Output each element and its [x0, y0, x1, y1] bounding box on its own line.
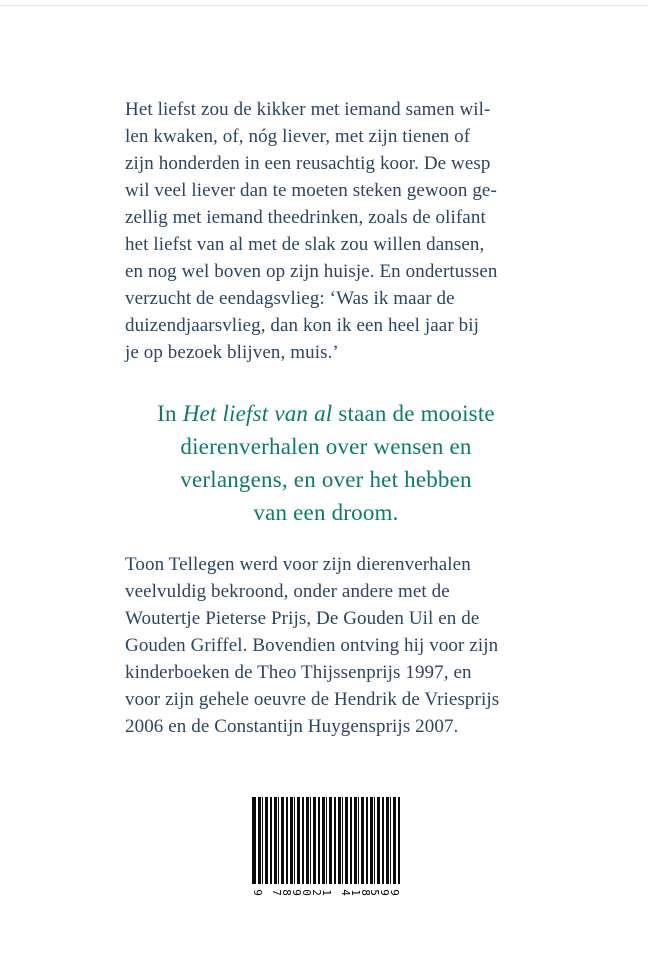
text-line: Toon Tellegen werd voor zijn dierenverhalen: [125, 554, 471, 575]
text-line: wil veel liever dan te moeten steken gewoon ge-: [125, 180, 497, 201]
text-line: [125, 397, 527, 430]
barcode: [252, 797, 400, 901]
book-title-italic: Het liefst van al: [182, 401, 333, 426]
text-line: van een droom.: [253, 500, 399, 525]
text-line: verlangens, en over het hebben: [180, 467, 472, 492]
text-line: verzucht de eendagsvlieg: ‘Was ik maar de: [125, 288, 455, 309]
author-bio-paragraph: [125, 551, 527, 740]
text-line: 2006 en de Constantijn Huygensprijs 2007.: [125, 716, 459, 737]
cover-top-edge-line: [0, 5, 648, 6]
text-line: Woutertje Pieterse Prijs, De Gouden Uil en de: [125, 608, 480, 629]
text-line: voor zijn gehele oeuvre de Hendrik de Vriesprijs: [125, 689, 500, 710]
text-column: [125, 96, 527, 740]
text-line: Het liefst zou de kikker met iemand samen wil-: [125, 99, 491, 120]
text-line: zijn honderden in een reusachtig koor. De wesp: [125, 153, 491, 174]
text-line: zellig met iemand theedrinken, zoals de olifant: [125, 207, 486, 228]
blurb-paragraph: [125, 397, 527, 529]
text-line: len kwaken, of, nóg liever, met zijn tienen of: [125, 126, 471, 147]
text-line: Gouden Griffel. Bovendien ontving hij voor zijn: [125, 635, 499, 656]
text-line: het liefst van al met de slak zou willen dansen,: [125, 234, 485, 255]
text-line: kinderboeken de Theo Thijssenprijs 1997, en: [125, 662, 472, 683]
text-line: dierenverhalen over wensen en: [180, 434, 472, 459]
text-line: duizendjaarsvlieg, dan kon ik een heel jaar bij: [125, 315, 479, 336]
barcode-bars: [252, 797, 400, 893]
isbn-number: 9 7 8 9 0 2 1 4 1 8 5 9 9: [252, 884, 400, 901]
text-line: en nog wel boven op zijn huisje. En ondertussen: [125, 261, 498, 282]
blurb-prefix: In: [157, 401, 183, 426]
blurb-suffix: staan de mooiste: [332, 401, 495, 426]
text-line: je op bezoek blijven, muis.’: [125, 342, 339, 363]
text-line: veelvuldig bekroond, onder andere met de: [125, 581, 450, 602]
synopsis-paragraph: [125, 96, 527, 366]
